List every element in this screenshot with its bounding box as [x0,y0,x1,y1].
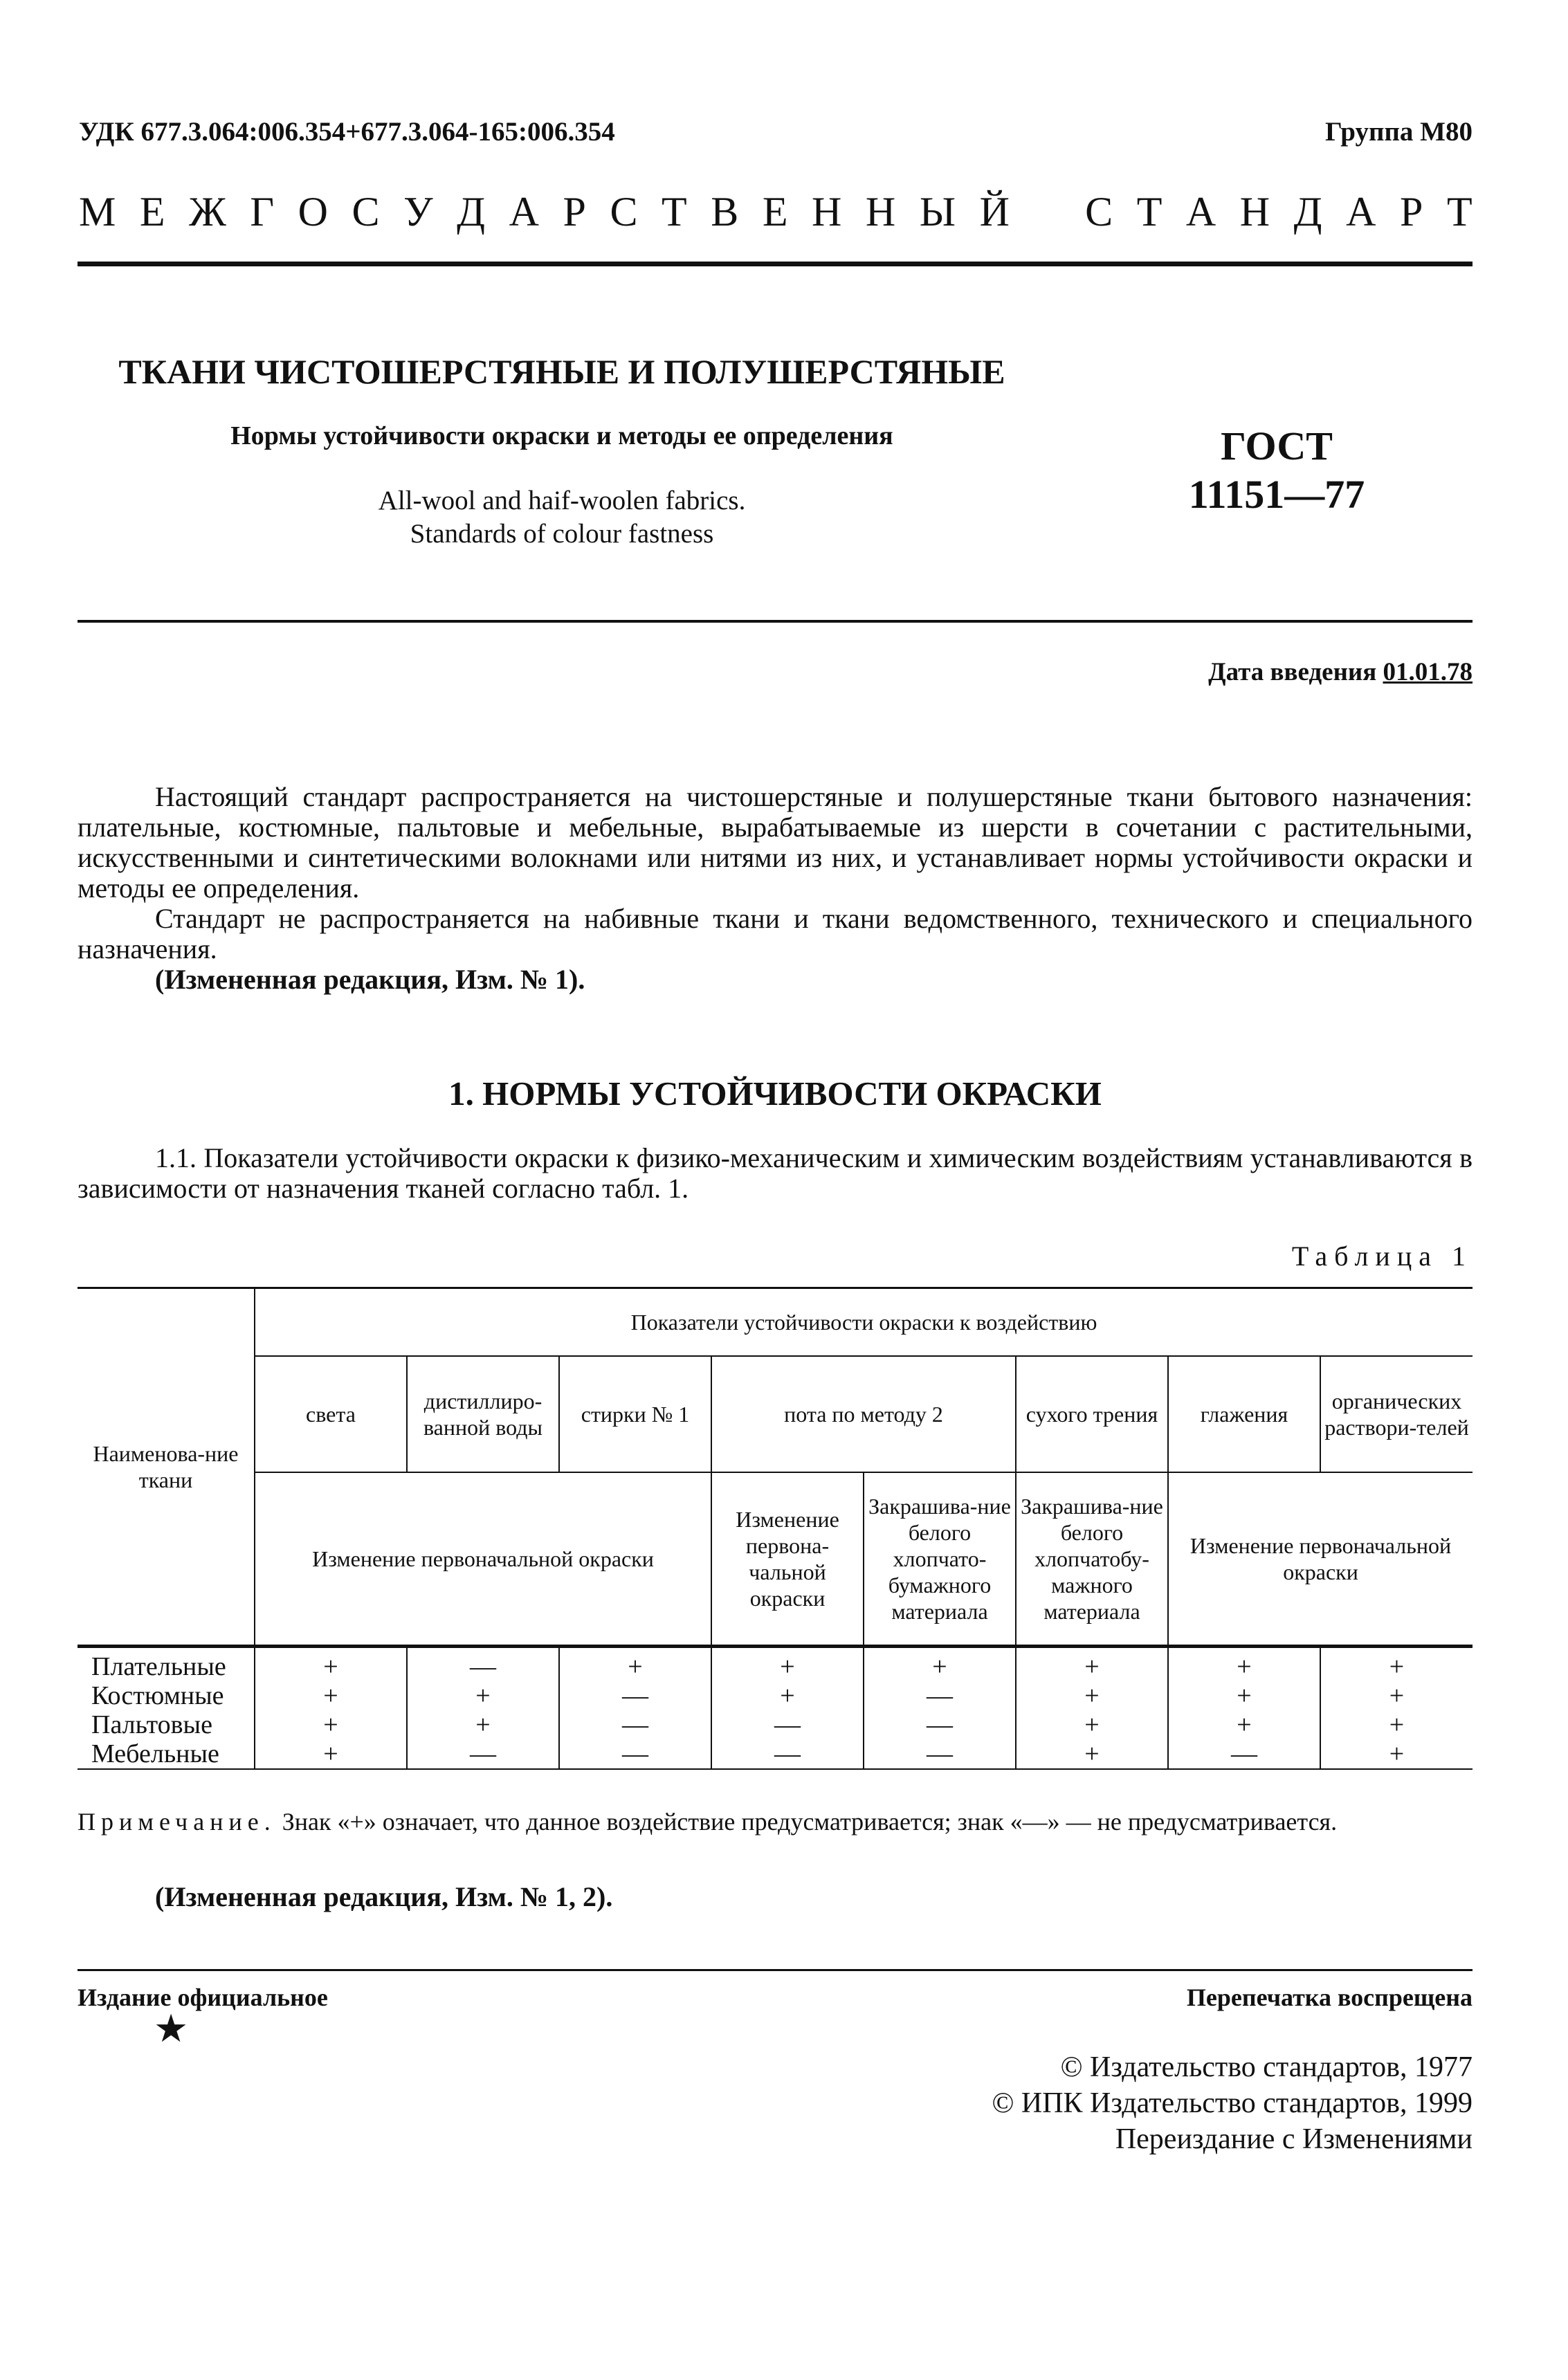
intro-paragraph: Стандарт не распространяется на набивные ткани и ткани ведомственного, технического и специального назначения. [78,903,1473,964]
reprint-prohibited: Перепечатка воспрещена [1186,1984,1473,2011]
heading-letter: Д [457,189,486,235]
sub-change-right: Изменение первоначальной окраски [1168,1472,1473,1647]
star-icon: ★ [154,2008,189,2051]
reissue-note: Переиздание с Изменениями [1115,2123,1473,2155]
heading-letter: Е [139,189,165,235]
col-distilled-water-header: дистиллиро-ванной воды [407,1356,559,1472]
section-heading: 1. НОРМЫ УСТОЙЧИВОСТИ ОКРАСКИ [448,1074,1102,1113]
cell-value: — [407,1647,559,1682]
heading-letter: С [610,189,638,235]
table-note [78,1807,1473,1836]
heading-letter: А [509,189,539,235]
cell-value: + [255,1739,407,1769]
introduction-date [1208,657,1473,687]
heading-letter: У [403,189,433,235]
cell-value: — [1168,1739,1320,1769]
intro-paragraph: Настоящий стандарт распространяется на чистошерстяные и полушерстяные ткани бытового назначения: плательные, костюмные, пальтовые и мебельные, вырабатываемые из шерсти в сочетании с растительными, искусственными и синтетическими волокнами или нитями из них, и устанавливает нормы устойчивости окраски и методы ее определения. [78,781,1473,904]
official-edition: Издание официальное [78,1984,328,2011]
cell-value: — [407,1739,559,1769]
col-solvents-header: органических раствори-телей [1320,1356,1473,1472]
gost-number: 11151—77 [1188,472,1365,517]
cell-value: + [1016,1647,1168,1682]
cell-value: + [1168,1681,1320,1710]
cell-value: — [864,1681,1016,1710]
cell-value: + [1016,1710,1168,1739]
gost-label: ГОСТ [1221,423,1333,468]
document-title: ТКАНИ ЧИСТОШЕРСТЯНЫЕ И ПОЛУШЕРСТЯНЫЕ [118,352,1005,391]
heading-letter: Н [812,189,842,235]
heading-letter: С [1085,189,1113,235]
date-label: Дата введения [1208,658,1377,686]
cell-value: — [559,1739,711,1769]
heading-letter: Р [563,189,586,235]
col-light-header: света [255,1356,407,1472]
cell-value: — [559,1681,711,1710]
fabric-name: Пальтовые [78,1710,255,1739]
heading-letter: Н [865,189,896,235]
title-rule [78,620,1473,623]
cell-value: + [864,1647,1016,1682]
cell-value: + [1016,1681,1168,1710]
copyright-block [992,2049,1473,2157]
cell-value: + [1320,1710,1473,1739]
copyright-line: © ИПК Издательство стандартов, 1999 [992,2087,1473,2119]
fabric-name: Костюмные [78,1681,255,1710]
interstate-standard-heading [79,188,1473,236]
cell-value: + [407,1681,559,1710]
col-ironing-header: глажения [1168,1356,1320,1472]
heading-letter: М [79,189,116,235]
heading-letter: Д [1293,189,1322,235]
cell-value: + [1320,1647,1473,1682]
cell-value: — [559,1710,711,1739]
note-label: Примечание. [78,1808,276,1836]
cell-value: — [711,1710,864,1739]
heading-letter: Т [662,189,687,235]
intro-block [78,782,1473,995]
heading-letter: Н [1239,189,1270,235]
table-caption: Таблица 1 [1291,1241,1473,1272]
table-row [78,1710,1473,1739]
cell-value: + [1320,1681,1473,1710]
cell-value: — [864,1710,1016,1739]
fastness-table [78,1287,1473,1770]
header-rule [78,262,1473,266]
document-subtitle: Нормы устойчивости окраски и методы ее определения [230,421,893,450]
copyright-line: © Издательство стандартов, 1977 [1060,2051,1473,2083]
heading-letter: Й [979,189,1010,235]
fabric-name: Плательные [78,1647,255,1682]
sub-sweat-change: Изменение первона-чальной окраски [711,1472,864,1647]
date-value: 01.01.78 [1383,658,1473,686]
cell-value: — [711,1739,864,1769]
heading-letter: Ы [919,189,956,235]
cell-value: + [1016,1739,1168,1769]
footer-rule [78,1969,1473,1971]
english-title [78,484,1046,551]
english-title-line: All-wool and haif-woolen fabrics. [378,486,746,515]
heading-letter: Т [1136,189,1163,235]
cell-value: + [559,1647,711,1682]
col-wash-header: стирки № 1 [559,1356,711,1472]
cell-value: + [407,1710,559,1739]
heading-letter: Р [1400,189,1423,235]
cell-value: + [1320,1739,1473,1769]
heading-letter: Ж [189,189,226,235]
heading-letter: А [1346,189,1376,235]
table-row [78,1739,1473,1769]
col-dry-friction-header: сухого трения [1016,1356,1168,1472]
cell-value: + [1168,1647,1320,1682]
note-text: Знак «+» означает, что данное воздействие предусматривается; знак «—» — не предусматривается. [282,1808,1338,1836]
cell-value: + [255,1710,407,1739]
heading-letter: О [298,189,328,235]
sub-sweat-stain: Закрашива-ние белого хлопчато-бумажного материала [864,1472,1016,1647]
revision-note: (Измененная редакция, Изм. № 1, 2). [155,1881,613,1912]
col-sweat-header: пота по методу 2 [711,1356,1016,1472]
cell-value: + [1168,1710,1320,1739]
cell-value: + [255,1647,407,1682]
heading-letter: В [711,189,739,235]
cell-value: + [255,1681,407,1710]
heading-letter: С [352,189,380,235]
fabric-name: Мебельные [78,1739,255,1769]
cell-value: + [711,1681,864,1710]
udk-code: УДК 677.3.064:006.354+677.3.064-165:006.354 [79,117,615,147]
heading-letter: Т [1446,189,1473,235]
heading-letter: Г [250,189,275,235]
heading-letter: А [1185,189,1216,235]
cell-value: — [864,1739,1016,1769]
heading-letter: Е [762,189,788,235]
table-row [78,1647,1473,1682]
fabric-name-header: Наименова-ние ткани [78,1288,255,1647]
table-row [78,1681,1473,1710]
english-title-line: Standards of colour fastness [410,519,714,549]
gost-designation [1121,422,1432,519]
section-paragraph: 1.1. Показатели устойчивости окраски к физико-механическим и химическим воздействиям устанавливаются в зависимости от назначения тканей согласно табл. 1. [78,1142,1473,1204]
heading-letter [1034,188,1061,236]
sub-dry-stain: Закрашива-ние белого хлопчатобу-мажного материала [1016,1472,1168,1647]
group-code: Группа М80 [1324,117,1473,147]
cell-value: + [711,1647,864,1682]
section-paragraph-block [78,1143,1473,1204]
revision-note: (Измененная редакция, Изм. № 1). [155,964,585,995]
sub-change-left: Изменение первоначальной окраски [255,1472,711,1647]
group-header: Показатели устойчивости окраски к воздействию [255,1288,1473,1357]
